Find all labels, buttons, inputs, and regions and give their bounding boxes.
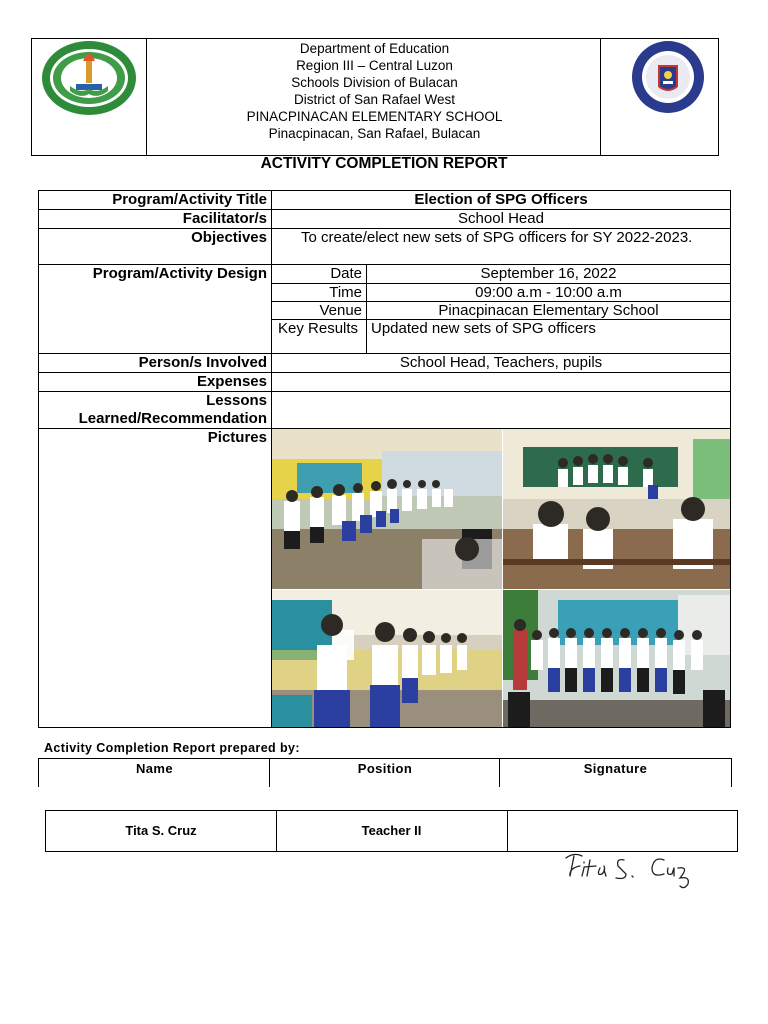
activity-photo: [272, 590, 502, 727]
persons-label: Person/s Involved: [39, 354, 272, 373]
persons-value: School Head, Teachers, pupils: [272, 354, 731, 373]
table-row: [39, 373, 731, 392]
venue-value: Pinacpinacan Elementary School: [367, 301, 731, 319]
table-row: [39, 429, 731, 728]
handwritten-signature: [560, 848, 710, 893]
header-line: District of San Rafael West: [293, 92, 456, 107]
photo-collage: [272, 429, 730, 727]
table-row: [39, 392, 731, 429]
preparer-name: Tita S. Cruz: [46, 811, 277, 851]
pictures-label: Pictures: [39, 429, 272, 728]
letterhead-text: [148, 39, 601, 142]
expenses-value: [272, 373, 731, 392]
letterhead-divider: [146, 39, 147, 155]
key-results-label: Key Results: [272, 319, 367, 353]
deped-seal: [618, 39, 718, 119]
time-label: Time: [272, 283, 367, 301]
prepared-by-header: [38, 758, 731, 786]
preparer-position: Teacher II: [276, 811, 508, 851]
header-line: Region III – Central Luzon: [296, 58, 453, 73]
pictures-cell: [272, 429, 731, 728]
position-column-header: Position: [269, 758, 500, 787]
facilitator-value: School Head: [272, 210, 731, 229]
date-label: Date: [272, 265, 367, 283]
table-row: [39, 265, 731, 354]
expenses-label: Expenses: [39, 373, 272, 392]
key-results-value: Updated new sets of SPG officers: [367, 319, 731, 353]
table-row: [39, 191, 731, 210]
objectives-value: To create/elect new sets of SPG officers for SY 2022-2023.: [272, 229, 731, 265]
facilitator-label: Facilitator/s: [39, 210, 272, 229]
school-logo: [40, 39, 138, 119]
preparer-signature-cell: [507, 811, 737, 851]
prepared-by-label: Activity Completion Report prepared by:: [44, 741, 300, 755]
activity-photo: [503, 590, 730, 727]
header-line: PINACPINACAN ELEMENTARY SCHOOL: [246, 109, 503, 124]
activity-photo: [503, 429, 730, 589]
header-line: Pinacpinacan, San Rafael, Bulacan: [268, 126, 481, 141]
program-title-label: Program/Activity Title: [39, 191, 272, 210]
date-value: September 16, 2022: [367, 265, 731, 283]
name-column-header: Name: [38, 758, 270, 787]
objectives-label: Objectives: [39, 229, 272, 265]
lessons-value: [272, 392, 731, 429]
program-title-value: Election of SPG Officers: [272, 191, 731, 210]
letterhead: [31, 38, 719, 156]
header-line: Department of Education: [299, 41, 450, 56]
table-row: [39, 210, 731, 229]
report-table: [38, 190, 731, 728]
venue-label: Venue: [272, 301, 367, 319]
signature-column-header: Signature: [499, 758, 732, 787]
lessons-label: Lessons Learned/Recommendation: [39, 392, 272, 429]
report-title: ACTIVITY COMPLETION REPORT: [260, 155, 508, 172]
design-cell: [272, 265, 731, 354]
activity-photo: [272, 429, 502, 589]
table-row: [39, 354, 731, 373]
header-line: Schools Division of Bulacan: [291, 75, 458, 90]
time-value: 09:00 a.m - 10:00 a.m: [367, 283, 731, 301]
design-table: [272, 265, 730, 353]
prepared-by-row: [45, 810, 738, 852]
design-label: Program/Activity Design: [39, 265, 272, 354]
table-row: [39, 229, 731, 265]
